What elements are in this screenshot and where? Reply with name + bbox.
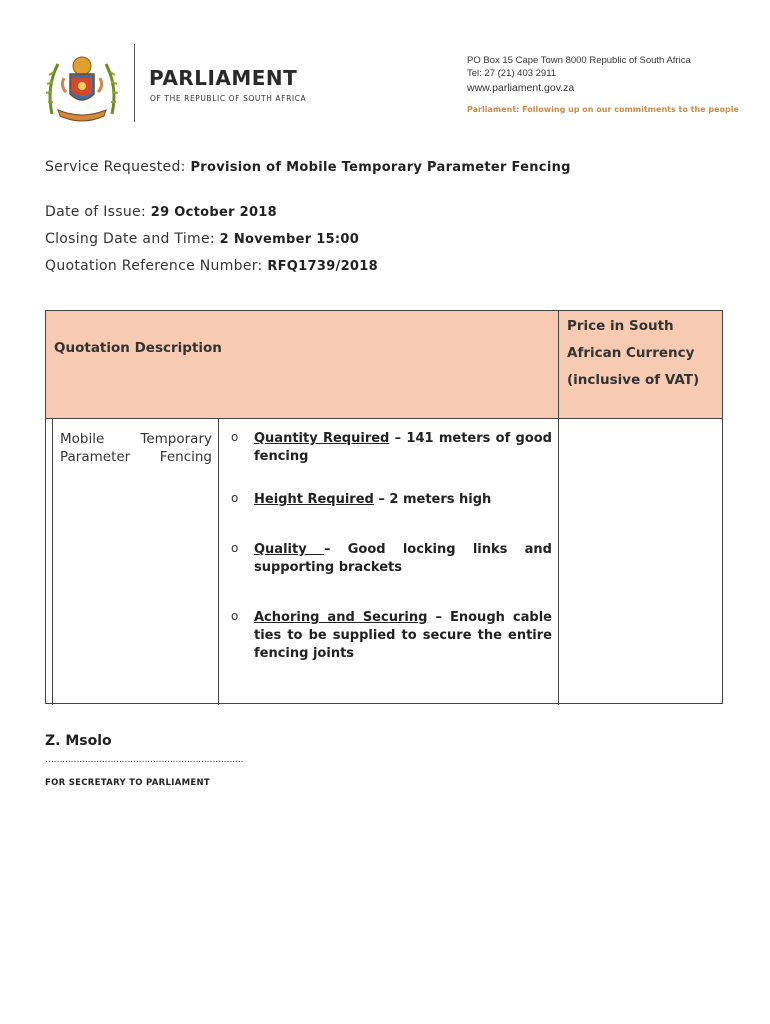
issue-label: Date of Issue: — [45, 204, 151, 220]
date-of-issue — [45, 204, 277, 220]
signer-title: FOR SECRETARY TO PARLIAMENT — [45, 778, 210, 788]
header-price: Price in South African Currency (inclusive of VAT) — [567, 318, 700, 388]
telephone: Tel: 27 (21) 403 2911 — [467, 68, 557, 79]
bullet-marker: o — [231, 491, 239, 505]
service-label: Service Requested: — [45, 159, 191, 175]
closing-value: 2 November 15:00 — [219, 232, 360, 247]
parliament-crest-icon — [44, 52, 120, 122]
requirement-detail: – 2 meters high — [373, 492, 492, 507]
ref-label: Quotation Reference Number: — [45, 258, 268, 274]
requirement-quality — [254, 541, 552, 577]
requirement-height — [254, 491, 552, 509]
bullet-marker: o — [231, 430, 239, 444]
signature-line: ……………………………………………………………. — [45, 755, 243, 765]
service-value: Provision of Mobile Temporary Parameter Fencing — [190, 160, 571, 175]
header-description: Quotation Description — [54, 340, 222, 356]
bullet-marker: o — [231, 609, 239, 623]
header-price-cell — [559, 311, 722, 419]
closing-date — [45, 231, 359, 247]
website-link[interactable]: www.parliament.gov.za — [467, 82, 575, 94]
requirements-cell — [219, 419, 559, 705]
address: PO Box 15 Cape Town 8000 Republic of South Africa — [467, 55, 691, 66]
header-divider — [134, 44, 135, 122]
item-cell — [53, 419, 219, 705]
closing-label: Closing Date and Time: — [45, 231, 220, 247]
bullet-marker: o — [231, 541, 239, 555]
requirement-title: Height Required — [254, 492, 374, 507]
requirement-detail: – Good locking links and supporting brackets — [254, 542, 552, 575]
header-description-cell — [46, 311, 559, 419]
reference-number — [45, 258, 378, 274]
price-cell — [559, 419, 722, 703]
service-requested — [45, 159, 571, 175]
issue-value: 29 October 2018 — [150, 205, 277, 220]
org-subtitle: OF THE REPUBLIC OF SOUTH AFRICA — [150, 94, 307, 103]
requirement-anchoring — [254, 609, 552, 663]
item-name: Mobile Temporary Parameter Fencing — [60, 431, 212, 465]
org-name: PARLIAMENT — [149, 66, 298, 90]
requirement-title: Quality — [254, 542, 324, 557]
requirement-detail: – Enough cable ties to be supplied to secure the entire fencing joints — [254, 610, 552, 661]
requirement-title: Achoring and Securing — [254, 610, 428, 625]
tagline: Parliament: Following up on our commitments to the people — [467, 105, 739, 114]
signer-name: Z. Msolo — [45, 733, 112, 749]
requirement-title: Quantity Required — [254, 431, 390, 446]
quotation-table — [45, 310, 723, 704]
ref-value: RFQ1739/2018 — [267, 259, 378, 274]
requirement-detail: – 141 meters of good fencing — [254, 431, 552, 464]
requirement-quantity — [254, 430, 552, 466]
